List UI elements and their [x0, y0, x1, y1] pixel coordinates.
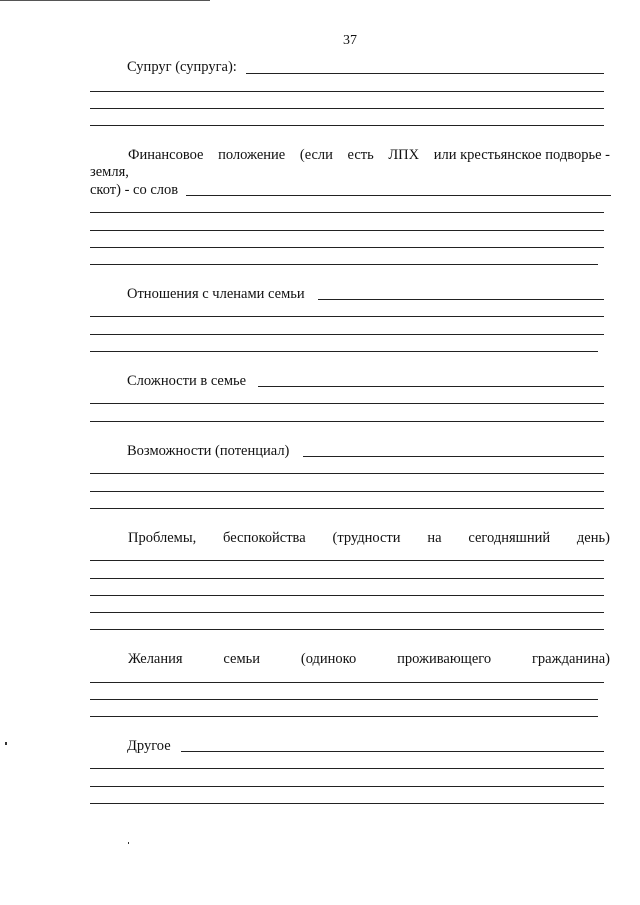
other-extra-line-3[interactable] [90, 803, 604, 804]
finance-word: ЛПХ [388, 147, 420, 163]
finance-extra-line-2[interactable] [90, 230, 604, 231]
problems-line-2[interactable] [90, 578, 604, 579]
spouse-extra-line-2[interactable] [90, 108, 604, 109]
finance-word: Финансовое [128, 147, 204, 163]
problems-word: беспокойства [223, 530, 306, 546]
relations-label: Отношения с членами семьи [127, 286, 305, 302]
other-field-line[interactable] [181, 751, 604, 752]
potential-extra-line-2[interactable] [90, 491, 604, 492]
spouse-extra-line-1[interactable] [90, 91, 604, 92]
wishes-word: проживающего [397, 651, 492, 667]
difficulties-extra-line-1[interactable] [90, 403, 604, 404]
problems-word: на [427, 530, 442, 546]
relations-extra-line-2[interactable] [90, 334, 604, 335]
wishes-line-2[interactable] [90, 699, 598, 700]
difficulties-label: Сложности в семье [127, 373, 247, 389]
relations-field-line[interactable] [318, 299, 604, 300]
problems-line-5[interactable] [90, 629, 604, 630]
wishes-word: Желания [128, 651, 183, 667]
finance-label-line2: земля, [90, 164, 129, 180]
finance-label-line1 [128, 146, 610, 164]
potential-extra-line-3[interactable] [90, 508, 604, 509]
problems-word: Проблемы, [128, 530, 197, 546]
finance-field-line[interactable] [186, 195, 611, 196]
relations-extra-line-1[interactable] [90, 316, 604, 317]
potential-label: Возможности (потенциал) [127, 443, 290, 459]
finance-extra-line-1[interactable] [90, 212, 604, 213]
potential-extra-line-1[interactable] [90, 473, 604, 474]
other-label: Другое [127, 738, 171, 754]
wishes-line-3[interactable] [90, 716, 598, 717]
wishes-word: гражданина) [531, 651, 610, 667]
difficulties-extra-line-2[interactable] [90, 421, 604, 422]
finance-extra-line-3[interactable] [90, 247, 604, 248]
relations-extra-line-3[interactable] [90, 351, 598, 352]
problems-word: день) [576, 530, 610, 546]
problems-word: сегодняшний [468, 530, 551, 546]
spouse-extra-line-3[interactable] [90, 125, 604, 126]
problems-line-3[interactable] [90, 595, 604, 596]
top-border-line [0, 0, 210, 1]
finance-extra-line-4[interactable] [90, 264, 598, 265]
finance-word: или крестьянское подворье - [433, 147, 610, 163]
finance-label-line3: скот) - со слов [90, 182, 179, 198]
other-extra-line-2[interactable] [90, 786, 604, 787]
problems-word: (трудности [332, 530, 401, 546]
problems-line-4[interactable] [90, 612, 604, 613]
wishes-word: (одиноко [300, 651, 357, 667]
spouse-field-line[interactable] [246, 73, 604, 74]
page-number: 37 [343, 33, 357, 48]
other-extra-line-1[interactable] [90, 768, 604, 769]
finance-word: есть [347, 147, 374, 163]
problems-label [128, 529, 610, 547]
wishes-line-1[interactable] [90, 682, 604, 683]
potential-field-line[interactable] [303, 456, 604, 457]
wishes-word: семьи [223, 651, 261, 667]
scan-speck [5, 742, 7, 745]
difficulties-field-line[interactable] [258, 386, 604, 387]
problems-line-1[interactable] [90, 560, 604, 561]
finance-word: положение [218, 147, 286, 163]
spouse-label: Супруг (супруга): [127, 59, 237, 75]
finance-word: (если [299, 147, 333, 163]
wishes-label [128, 650, 610, 668]
scan-speck [128, 842, 129, 844]
